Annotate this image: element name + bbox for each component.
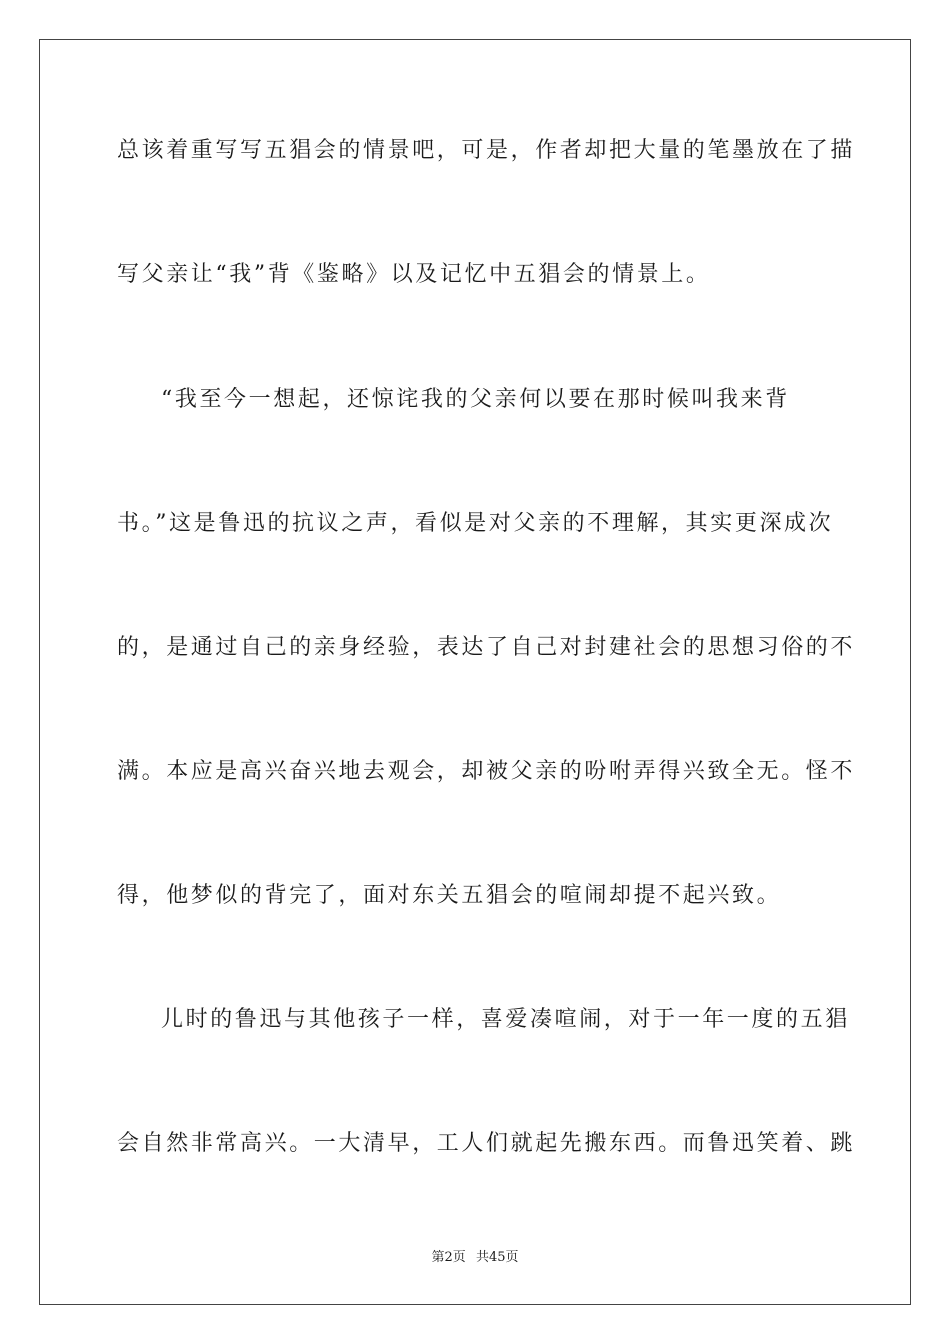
text-line-6: 满。本应是高兴奋兴地去观会，却被父亲的吩咐弄得兴致全无。怪不 [117,759,856,784]
text-line-4: 书。”这是鲁迅的抗议之声，看似是对父亲的不理解，其实更深成次 [117,511,834,536]
page-border [39,39,911,1305]
text-line-9: 会自然非常高兴。一大清早，工人们就起先搬东西。而鲁迅笑着、跳 [117,1131,856,1156]
page-number: 第2页 [431,1250,466,1265]
page-total: 共45页 [475,1250,519,1265]
text-line-3: “我至今一想起，还惊诧我的父亲何以要在那时候叫我来背 [161,387,790,412]
text-line-2: 写父亲让“我”背《鉴略》以及记忆中五猖会的情景上。 [117,262,711,287]
text-line-5: 的，是通过自己的亲身经验，表达了自己对封建社会的思想习俗的不 [117,635,856,660]
text-line-7: 得，他梦似的背完了，面对东关五猖会的喧闹却提不起兴致。 [117,883,782,908]
page-footer [0,1246,950,1265]
text-line-8: 儿时的鲁迅与其他孩子一样，喜爱凑喧闹，对于一年一度的五猖 [161,1007,850,1032]
text-line-1: 总该着重写写五猖会的情景吧，可是，作者却把大量的笔墨放在了描 [117,138,856,163]
